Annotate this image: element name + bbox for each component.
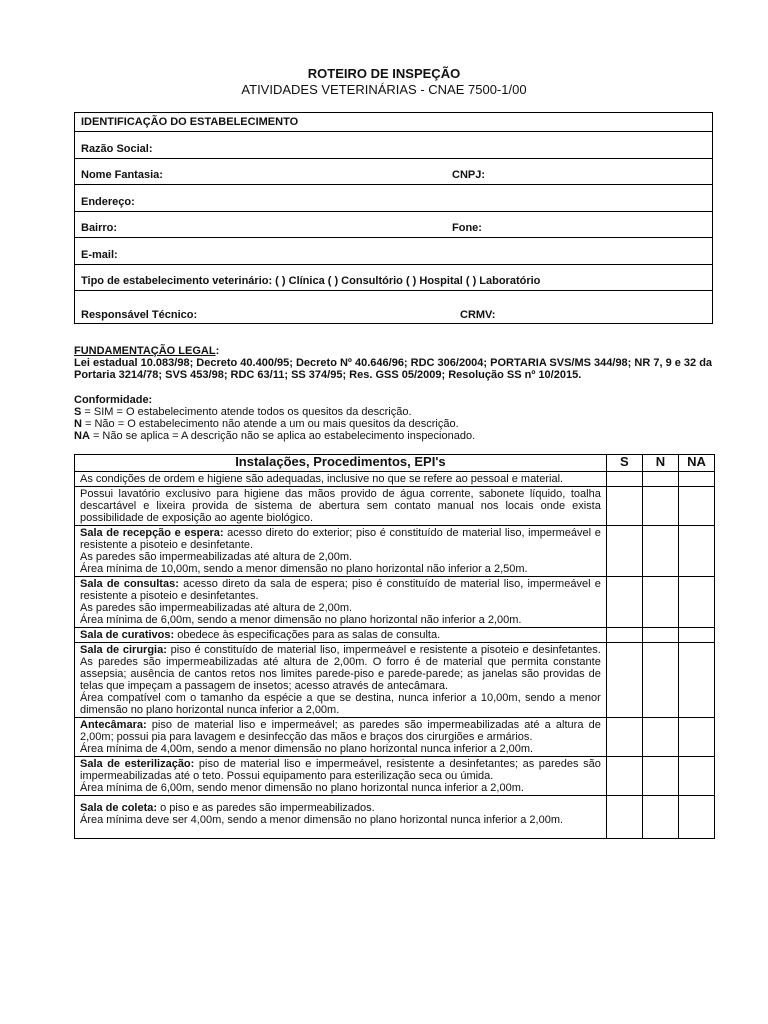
checklist-description bbox=[75, 577, 607, 628]
checkbox-cell-na[interactable] bbox=[678, 718, 714, 757]
checklist-item-text: piso de material liso e impermeável, resistente a desinfetantes; as paredes são impermeabilizadas até o teto. Possui equipamento para esterilização seca ou úmida. bbox=[80, 758, 601, 782]
checklist-row bbox=[75, 796, 715, 839]
identification-box bbox=[74, 112, 713, 324]
razao-social-label: Razão Social: bbox=[81, 142, 153, 155]
checklist-row bbox=[75, 577, 715, 628]
checkbox-cell-n[interactable] bbox=[642, 796, 678, 839]
checkbox-cell-n[interactable] bbox=[642, 577, 678, 628]
checklist-item-text: As paredes são impermeabilizadas até altura de 2,00m. bbox=[80, 602, 353, 614]
checklist-item-text: Área mínima de 6,00m, sendo menor dimensão no plano horizontal nunca inferior a 2,00m. bbox=[80, 782, 524, 794]
checkbox-cell-na[interactable] bbox=[678, 487, 714, 526]
checkbox-cell-na[interactable] bbox=[678, 643, 714, 718]
checklist-item-text: Área mínima de 10,00m, sendo a menor dimensão no plano horizontal não inferior a 2,50m. bbox=[80, 563, 528, 575]
checklist-item-title: Sala de consultas: bbox=[80, 578, 179, 590]
column-header-s: S bbox=[606, 455, 642, 472]
checklist-row bbox=[75, 487, 715, 526]
checkbox-cell-na[interactable] bbox=[678, 472, 714, 487]
checklist-description bbox=[75, 643, 607, 718]
checkbox-cell-n[interactable] bbox=[642, 628, 678, 643]
checklist-description bbox=[75, 487, 607, 526]
checklist-item-text: Área mínima de 4,00m, sendo a menor dimensão no plano horizontal nunca inferior a 2,00m. bbox=[80, 743, 534, 755]
checklist-description bbox=[75, 526, 607, 577]
checkbox-cell-n[interactable] bbox=[642, 526, 678, 577]
checklist-item-text: As condições de ordem e higiene são adequadas, inclusive no que se refere ao pessoal e material. bbox=[80, 473, 564, 485]
checkbox-cell-n[interactable] bbox=[642, 643, 678, 718]
checkbox-cell-n[interactable] bbox=[642, 718, 678, 757]
fone-label: Fone: bbox=[452, 222, 482, 234]
checkbox-cell-n[interactable] bbox=[642, 757, 678, 796]
checklist-description bbox=[75, 757, 607, 796]
checkbox-cell-n[interactable] bbox=[642, 472, 678, 487]
checklist-item-title: Sala de esterilização: bbox=[80, 758, 195, 770]
checkbox-cell-na[interactable] bbox=[678, 577, 714, 628]
column-header-na: NA bbox=[678, 455, 714, 472]
checkbox-cell-s[interactable] bbox=[606, 796, 642, 839]
checklist-item-text: As paredes são impermeabilizadas até altura de 2,00m. bbox=[80, 551, 353, 563]
endereco-label: Endereço: bbox=[81, 195, 135, 208]
email-label: E-mail: bbox=[81, 248, 118, 261]
checkbox-cell-s[interactable] bbox=[606, 643, 642, 718]
checklist-item-text: acesso direto da sala de espera; piso é constituído de material liso, impermeável e resistente a pisoteio e desinfetantes. bbox=[80, 578, 601, 602]
identification-heading: IDENTIFICAÇÃO DO ESTABELECIMENTO bbox=[81, 116, 299, 128]
checklist-row bbox=[75, 628, 715, 643]
checklist-row bbox=[75, 757, 715, 796]
checklist-item-text: o piso e as paredes são impermeabilizados. bbox=[157, 802, 375, 814]
checklist-item-text: Possui lavatório exclusivo para higiene das mãos provido de água corrente, sabonete líquido, toalha descartável e lixeira provida de sistema de abertura sem contato manual nos locais onde exista possibilidade de exposição ao agente biológico. bbox=[80, 488, 601, 524]
checkbox-cell-n[interactable] bbox=[642, 487, 678, 526]
page-subtitle: ATIVIDADES VETERINÁRIAS - CNAE 7500-1/00 bbox=[241, 82, 527, 97]
checklist-item-text: obedece às especificações para as salas de consulta. bbox=[174, 629, 441, 641]
checkbox-cell-na[interactable] bbox=[678, 757, 714, 796]
column-header-n: N bbox=[642, 455, 678, 472]
checklist-table bbox=[74, 454, 715, 839]
checkbox-cell-na[interactable] bbox=[678, 796, 714, 839]
bairro-label: Bairro: bbox=[81, 222, 118, 234]
checklist-item-text: acesso direto do exterior; piso é constituído de material liso, impermeável e resistente a pisoteio e desinfetante. bbox=[80, 527, 601, 551]
checklist-item-text: Área mínima de 6,00m, sendo a menor dimensão no plano horizontal não inferior a 2,00m. bbox=[80, 614, 522, 626]
checkbox-cell-s[interactable] bbox=[606, 757, 642, 796]
responsavel-tecnico-label: Responsável Técnico: bbox=[81, 309, 198, 321]
checklist-item-title: Antecâmara: bbox=[80, 719, 147, 731]
checklist-item-text: piso de material liso e impermeável; as paredes são impermeabilizadas até a altura de 2,00m; possui pia para lavagem e desinfecção das mãos e braços dos cirurgiões e armários. bbox=[80, 719, 601, 743]
checklist-item-text: Área mínima deve ser 4,00m, sendo a menor dimensão no plano horizontal nunca inferior a 2,00m. bbox=[80, 814, 564, 826]
tipo-estabelecimento-label: Tipo de estabelecimento veterinário: ( ) Clínica ( ) Consultório ( ) Hospital ( ) Laboratório bbox=[81, 275, 541, 287]
checklist-row bbox=[75, 643, 715, 718]
conformity-heading: Conformidade: bbox=[74, 394, 153, 406]
column-header-description: Instalações, Procedimentos, EPI's bbox=[75, 455, 607, 472]
conformity-section bbox=[74, 394, 716, 442]
page-title: ROTEIRO DE INSPEÇÃO bbox=[307, 66, 461, 81]
checkbox-cell-na[interactable] bbox=[678, 628, 714, 643]
checklist-description bbox=[75, 472, 607, 487]
checkbox-cell-s[interactable] bbox=[606, 472, 642, 487]
conformity-item: N = Não = O estabelecimento não atende a um ou mais quesitos da descrição. bbox=[74, 418, 459, 430]
checkbox-cell-na[interactable] bbox=[678, 526, 714, 577]
checklist-description bbox=[75, 718, 607, 757]
cnpj-label: CNPJ: bbox=[452, 169, 486, 181]
checklist-row bbox=[75, 472, 715, 487]
checklist-row bbox=[75, 526, 715, 577]
checklist-item-title: Sala de recepção e espera: bbox=[80, 527, 224, 539]
checkbox-cell-s[interactable] bbox=[606, 628, 642, 643]
checklist-row bbox=[75, 718, 715, 757]
checklist-description bbox=[75, 796, 607, 839]
nome-fantasia-label: Nome Fantasia: bbox=[81, 169, 163, 181]
legal-heading: FUNDAMENTAÇÃO LEGAL bbox=[74, 345, 216, 357]
crmv-label: CRMV: bbox=[460, 309, 496, 321]
checklist-item-title: Sala de curativos: bbox=[80, 629, 175, 641]
checklist-item-text: piso é constituído de material liso, impermeável e resistente a pisoteio e desinfetantes. As paredes são impermeabilizadas até altura de 2,00m. O forro é de material que permita constante assepsia; ausência de cantos retos nos limites parede-piso e parede-parede; as janelas são providas de telas que impeçam a passagem de insetos; acesso através de antecâmara. bbox=[80, 644, 601, 692]
checkbox-cell-s[interactable] bbox=[606, 577, 642, 628]
checkbox-cell-s[interactable] bbox=[606, 526, 642, 577]
checklist-description bbox=[75, 628, 607, 643]
legal-section: FUNDAMENTAÇÃO LEGAL: Lei estadual 10.083/98; Decreto 40.400/95; Decreto Nº 40.646/96; RDC 306/2004; PORTARIA SVS/MS 344/98; NR 7, 9 e 32 da Portaria 3214/78; SVS 453/98; RDC 63/11; SS 374/95; Res. GSS 05/2009; Resolução SS nº 10/2015. bbox=[74, 345, 716, 381]
checklist-item-text: Área compatível com o tamanho da espécie a que se destina, nunca inferior a 10,00m, sendo a menor dimensão no plano horizontal nunca inferior a 2,00m. bbox=[80, 692, 601, 716]
checkbox-cell-s[interactable] bbox=[606, 487, 642, 526]
checklist-item-title: Sala de cirurgia: bbox=[80, 644, 167, 656]
checklist-item-title: Sala de coleta: bbox=[80, 802, 158, 814]
conformity-item: S = SIM = O estabelecimento atende todos os quesitos da descrição. bbox=[74, 406, 412, 418]
checkbox-cell-s[interactable] bbox=[606, 718, 642, 757]
conformity-item: NA = Não se aplica = A descrição não se aplica ao estabelecimento inspecionado. bbox=[74, 430, 476, 442]
legal-text: Lei estadual 10.083/98; Decreto 40.400/95; Decreto Nº 40.646/96; RDC 306/2004; PORTARIA SVS/MS 344/98; NR 7, 9 e 32 da Portaria 3214/78; SVS 453/98; RDC 63/11; SS 374/95; Res. GSS 05/2009; Resolução SS nº 10/2015. bbox=[74, 357, 713, 381]
